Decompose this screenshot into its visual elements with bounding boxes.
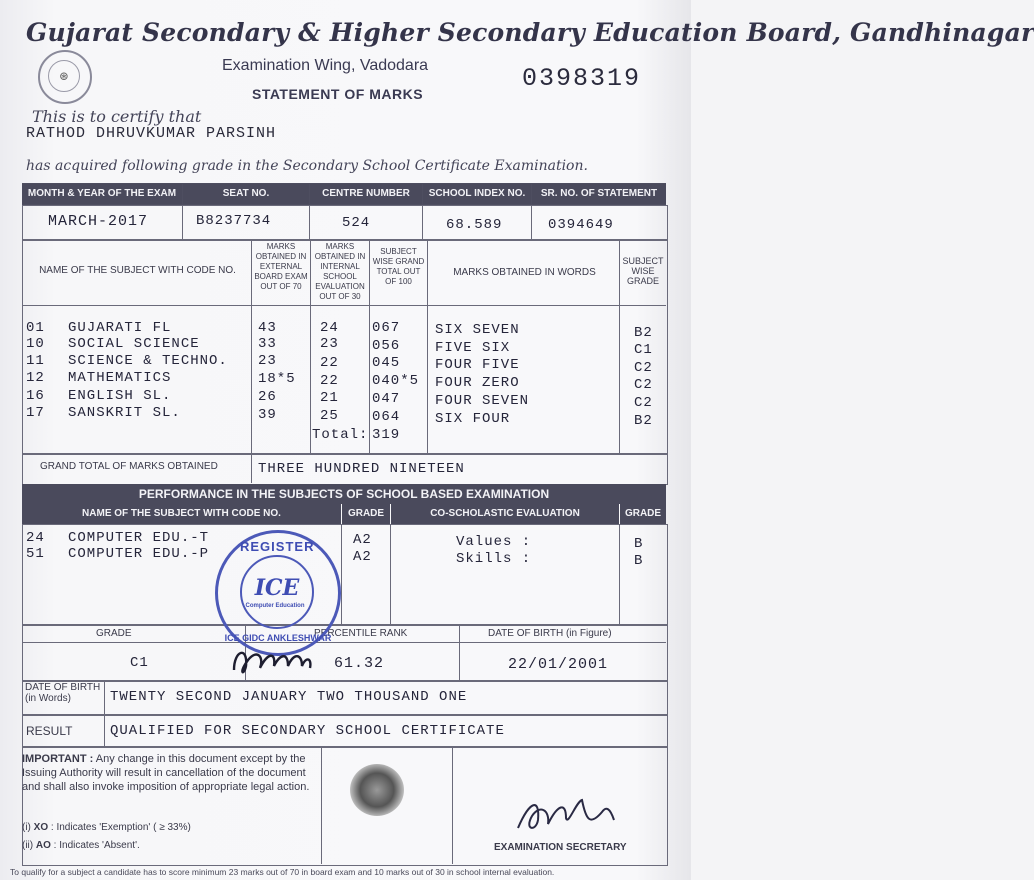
subject-name: GUJARATI FL	[68, 320, 172, 336]
school-grade-header: GRADE	[342, 504, 390, 524]
school-subject-name: COMPUTER EDU.-P	[68, 546, 210, 562]
centre-number-value: 524	[342, 215, 371, 231]
co-scholastic-grade: B	[634, 536, 644, 552]
note-exemption-code: XO	[33, 822, 49, 833]
note-absent-text: : Indicates 'Absent'.	[53, 840, 140, 851]
co-scholastic-header: CO-SCHOLASTIC EVALUATION	[391, 504, 619, 524]
grand-total-value: THREE HUNDRED NINETEEN	[258, 461, 465, 477]
school-subject-grade: A2	[353, 532, 372, 548]
subject-grade: C2	[634, 360, 653, 376]
external-mark: 26	[258, 389, 277, 405]
dob-figure-label: DATE OF BIRTH (in Figure)	[488, 628, 612, 639]
school-subject-grade: A2	[353, 549, 372, 565]
external-mark: 33	[258, 336, 277, 352]
subject-name: MATHEMATICS	[68, 370, 172, 386]
overall-grade-value: C1	[130, 655, 149, 671]
internal-mark: 22	[320, 355, 339, 371]
subject-grade-header: SUBJECT WISE GRADE	[622, 256, 664, 286]
exam-month-header: MONTH & YEAR OF THE EXAM	[22, 184, 182, 204]
note-exemption	[22, 822, 191, 833]
external-mark: 39	[258, 407, 277, 423]
note-absent-prefix: (ii)	[22, 840, 34, 851]
result-value: QUALIFIED FOR SECONDARY SCHOOL CERTIFICATE	[110, 723, 505, 739]
school-index-header: SCHOOL INDEX NO.	[423, 184, 531, 204]
internal-mark: 23	[320, 336, 339, 352]
internal-mark: 22	[320, 373, 339, 389]
subject-code: 11	[26, 353, 45, 369]
stamp-bottom-text: ICE GIDC ANKLESHWAR	[224, 633, 332, 643]
register-stamp	[215, 530, 341, 656]
internal-marks-header: MARKS OBTAINED IN INTERNAL SCHOOL EVALUATION OUT OF 30	[314, 242, 366, 301]
important-notice	[22, 752, 318, 794]
stamp-center-text: ICE	[254, 575, 300, 601]
centre-number-header: CENTRE NUMBER	[310, 184, 422, 204]
school-based-title: PERFORMANCE IN THE SUBJECTS OF SCHOOL BASED EXAMINATION	[22, 484, 666, 504]
total-mark: 040*5	[372, 373, 420, 389]
marks-in-words: SIX SEVEN	[435, 322, 520, 338]
internal-mark: 25	[320, 408, 339, 424]
external-mark: 43	[258, 320, 277, 336]
subject-name: SCIENCE & TECHNO.	[68, 353, 228, 369]
subject-grade: C2	[634, 377, 653, 393]
sr-no-value: 0394649	[548, 217, 614, 233]
secretary-label: EXAMINATION SECRETARY	[494, 842, 627, 853]
note-absent-code: AO	[35, 840, 51, 851]
grade-signature-icon	[228, 640, 318, 685]
subject-grade: B2	[634, 325, 653, 341]
co-grade-header: GRADE	[620, 504, 666, 524]
total-mark: 064	[372, 409, 401, 425]
dob-words-value: TWENTY SECOND JANUARY TWO THOUSAND ONE	[110, 689, 468, 705]
stamp-top-text: REGISTER	[240, 539, 315, 554]
total-mark: 067	[372, 320, 401, 336]
footer-note: To qualify for a subject a candidate has to score minimum 23 marks out of 70 in board exam and 10 marks out of 30 in school internal evaluation.	[10, 867, 555, 877]
percentile-value: 61.32	[334, 655, 385, 672]
marks-in-words: SIX FOUR	[435, 411, 511, 427]
subject-grade: C1	[634, 342, 653, 358]
sr-no-header: SR. NO. OF STATEMENT	[532, 184, 666, 204]
total-value: 319	[372, 427, 401, 443]
note-exemption-text: : Indicates 'Exemption' ( ≥ 33%)	[50, 822, 191, 833]
note-absent	[22, 840, 140, 851]
subject-code: 17	[26, 405, 45, 421]
marks-in-words: FIVE SIX	[435, 340, 511, 356]
marks-in-words: FOUR FIVE	[435, 357, 520, 373]
subject-code: 01	[26, 320, 45, 336]
marks-in-words: FOUR SEVEN	[435, 393, 530, 409]
internal-mark: 21	[320, 390, 339, 406]
dob-words-label: DATE OF BIRTH (in Words)	[25, 682, 101, 704]
subject-grade: B2	[634, 413, 653, 429]
co-scholastic-label: Skills :	[456, 551, 532, 567]
exam-month-value: MARCH-2017	[48, 213, 149, 230]
dob-figure-value: 22/01/2001	[508, 656, 609, 673]
result-label: RESULT	[26, 724, 73, 738]
co-scholastic-label: Values :	[456, 534, 532, 550]
school-subject-code: 24	[26, 530, 45, 546]
school-index-value: 68.589	[446, 217, 503, 233]
board-seal-inner: ⊛	[48, 60, 80, 92]
hologram-seal-icon	[350, 764, 404, 816]
subject-name: ENGLISH SL.	[68, 388, 172, 404]
school-subject-name: COMPUTER EDU.-T	[68, 530, 210, 546]
subject-grade: C2	[634, 395, 653, 411]
serial-number: 0398319	[522, 64, 642, 93]
note-exemption-prefix: (i)	[22, 822, 31, 833]
external-marks-header: MARKS OBTAINED IN EXTERNAL BOARD EXAM OUT OF 70	[254, 242, 308, 291]
grand-total-label: GRAND TOTAL OF MARKS OBTAINED	[40, 461, 218, 472]
co-scholastic-grade: B	[634, 553, 644, 569]
certify-line: This is to certify that	[32, 107, 202, 126]
total-mark: 047	[372, 391, 401, 407]
stamp-sub-text: Computer Education	[245, 603, 305, 609]
marks-words-header: MARKS OBTAINED IN WORDS	[453, 267, 596, 278]
important-heading: IMPORTANT :	[22, 753, 94, 765]
school-subject-code: 51	[26, 546, 45, 562]
total-mark: 056	[372, 338, 401, 354]
seat-no-value: B8237734	[196, 213, 272, 229]
secretary-signature-icon	[510, 790, 620, 847]
subject-code: 10	[26, 336, 45, 352]
external-mark: 18*5	[258, 371, 296, 387]
stamp-inner-ring	[240, 555, 314, 629]
subject-name-header: NAME OF THE SUBJECT WITH CODE NO.	[39, 265, 236, 276]
school-subject-header: NAME OF THE SUBJECT WITH CODE NO.	[22, 504, 341, 524]
marks-in-words: FOUR ZERO	[435, 375, 520, 391]
seat-no-header: SEAT NO.	[183, 184, 309, 204]
total-label: Total:	[312, 427, 369, 443]
acquired-line: has acquired following grade in the Secondary School Certificate Examination.	[26, 158, 588, 174]
internal-mark: 24	[320, 320, 339, 336]
exam-wing: Examination Wing, Vadodara	[222, 57, 429, 74]
total-mark: 045	[372, 355, 401, 371]
board-title: Gujarat Secondary & Higher Secondary Education Board, Gandhinagar	[26, 18, 1034, 47]
percentile-label: PERCENTILE RANK	[314, 628, 408, 639]
grade-label: GRADE	[96, 628, 132, 639]
subject-name: SOCIAL SCIENCE	[68, 336, 200, 352]
important-text: Any change in this document except by the Issuing Authority will result in cancellation of the document and shall also invoke imposition of appropriate legal action.	[22, 753, 310, 793]
statement-title: STATEMENT OF MARKS	[252, 86, 424, 102]
board-seal-icon	[38, 50, 92, 104]
external-mark: 23	[258, 353, 277, 369]
subject-code: 12	[26, 370, 45, 386]
grand-total-header: SUBJECT WISE GRAND TOTAL OUT OF 100	[372, 247, 425, 286]
student-name: RATHOD DHRUVKUMAR PARSINH	[26, 125, 277, 142]
subject-name: SANSKRIT SL.	[68, 405, 181, 421]
subject-code: 16	[26, 388, 45, 404]
